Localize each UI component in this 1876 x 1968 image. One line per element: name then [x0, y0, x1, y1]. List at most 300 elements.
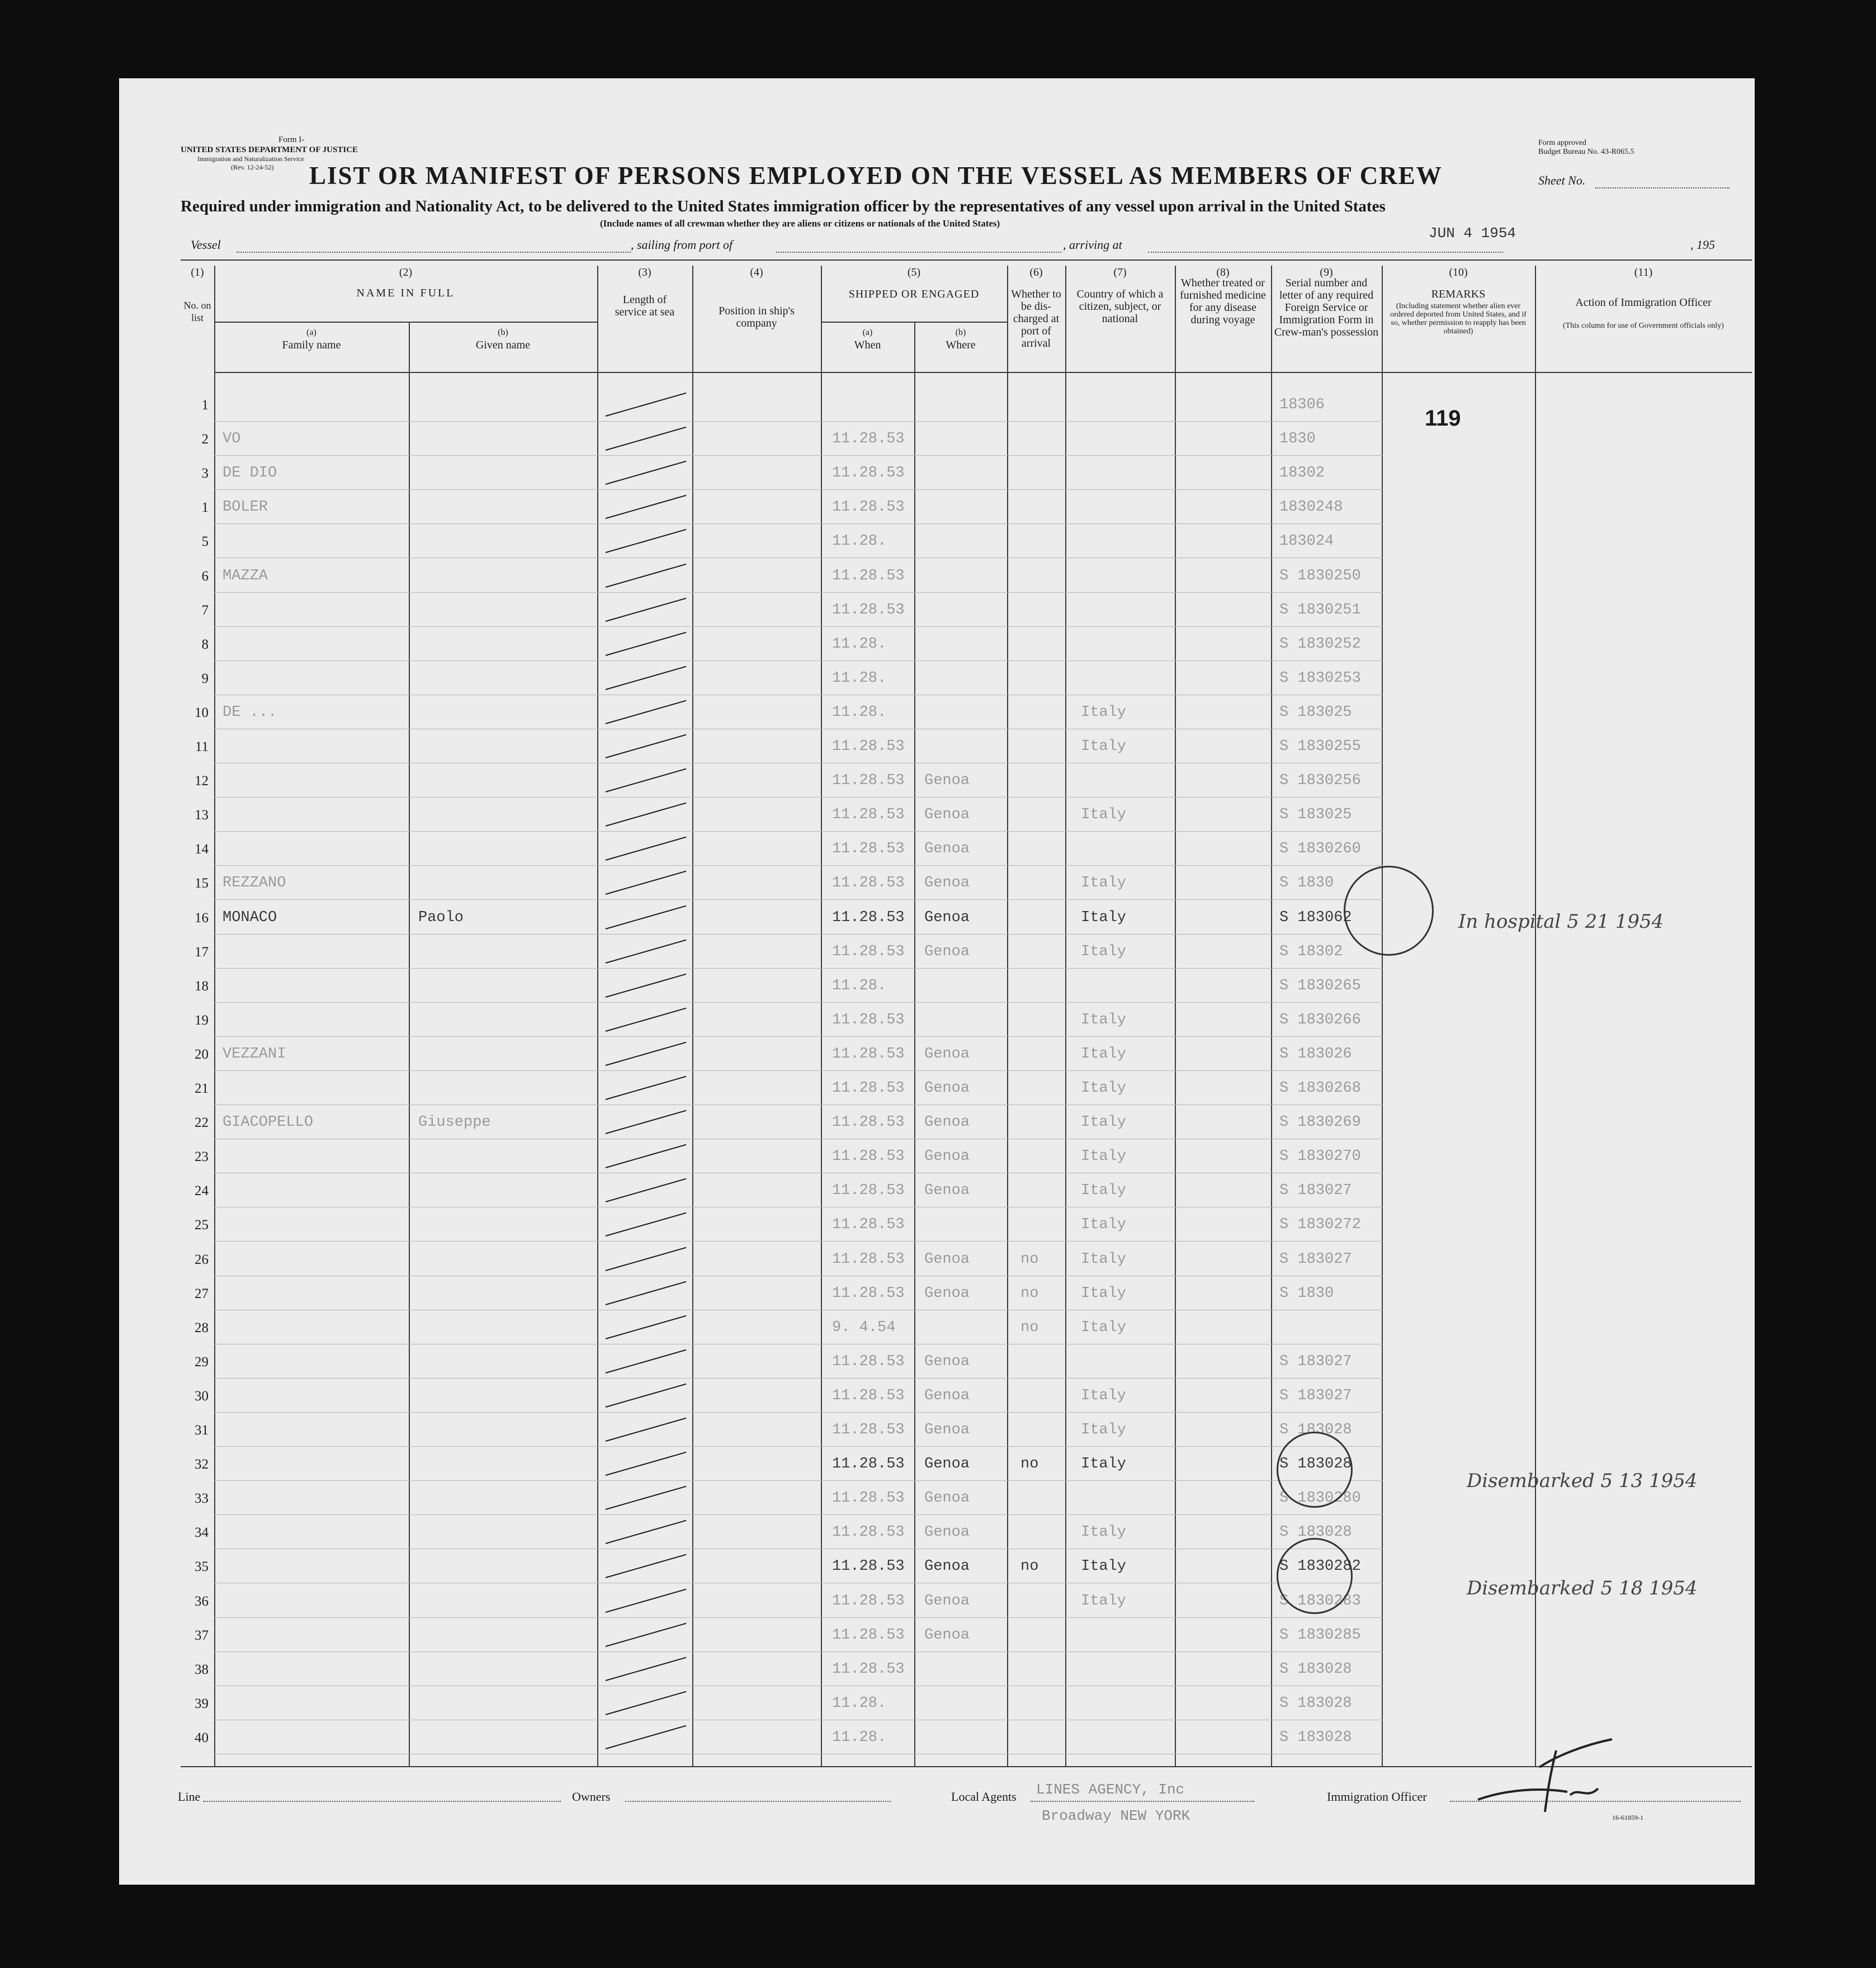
- service-tick-mark: [606, 631, 687, 655]
- cell-when: 11.28.53: [832, 806, 905, 824]
- agents-field: [1031, 1801, 1254, 1802]
- department-name: UNITED STATES DEPARTMENT OF JUSTICE: [181, 145, 358, 154]
- document-title: LIST OR MANIFEST OF PERSONS EMPLOYED ON THE VESSEL AS MEMBERS OF CREW: [309, 162, 1443, 190]
- row-number: 2: [201, 432, 209, 447]
- cell-country: Italy: [1081, 1592, 1127, 1610]
- col-head-when-a: (a): [862, 328, 873, 337]
- service-tick-mark: [606, 1384, 687, 1408]
- service-tick-mark: [606, 1007, 687, 1031]
- cell-when: 11.28.53: [832, 1114, 905, 1131]
- col-divider: [409, 322, 410, 1766]
- budget-bureau: Budget Bureau No. 43-R065.5: [1538, 148, 1634, 156]
- cell-serial: S 1830285: [1279, 1626, 1361, 1644]
- col-num-6: (6): [1029, 266, 1043, 279]
- row-number: 20: [195, 1046, 209, 1062]
- row-number: 18: [195, 978, 209, 994]
- col-num-2: (2): [399, 266, 413, 279]
- cell-country: Italy: [1081, 1148, 1127, 1165]
- cell-when: 11.28.53: [832, 943, 905, 960]
- row-rule: [214, 899, 1383, 900]
- service-tick-mark: [606, 905, 687, 929]
- cell-when: 11.28.53: [832, 1626, 905, 1644]
- print-code: 16-61859-1: [1612, 1814, 1643, 1821]
- cell-serial: S 1830256: [1279, 772, 1361, 790]
- cell-where: Genoa: [924, 1353, 970, 1370]
- service-tick-mark: [606, 1588, 687, 1612]
- cell-discharged: no: [1020, 1250, 1039, 1268]
- cell-where: Genoa: [924, 1422, 970, 1438]
- row-number: 31: [195, 1423, 209, 1438]
- cell-country: Italy: [1081, 1524, 1127, 1541]
- cell-country: Italy: [1081, 943, 1127, 960]
- cell-serial: S 183028: [1279, 1660, 1352, 1678]
- service-tick-mark: [606, 734, 687, 758]
- cell-when: 11.28.: [832, 635, 887, 653]
- cell-when: 11.28.53: [832, 601, 905, 619]
- row-rule: [214, 1002, 1383, 1003]
- cell-when: 11.28.53: [832, 465, 905, 482]
- port-stamp: [1277, 1432, 1353, 1508]
- row-number: 8: [201, 636, 209, 652]
- row-rule: [214, 489, 1383, 490]
- cell-where: Genoa: [924, 1250, 970, 1268]
- row-rule: [214, 934, 1383, 935]
- row-number: 12: [195, 773, 209, 789]
- service-tick-mark: [606, 768, 687, 792]
- cell-country: Italy: [1081, 704, 1127, 721]
- vessel-field: [237, 252, 631, 253]
- cell-country: Italy: [1081, 1011, 1127, 1028]
- sailing-field: [776, 252, 1061, 253]
- agent-address-stamp: Broadway NEW YORK: [1042, 1807, 1190, 1824]
- service-tick-mark: [606, 1418, 687, 1442]
- cell-when: 11.28.53: [832, 1045, 905, 1063]
- service-tick-mark: [606, 461, 687, 485]
- col-head-given-b: (b): [498, 328, 508, 337]
- row-number: 10: [195, 705, 209, 720]
- row-number: 28: [195, 1320, 209, 1335]
- officer-label: Immigration Officer: [1327, 1790, 1427, 1804]
- cell-country: Italy: [1081, 1114, 1127, 1131]
- form-approved: Form approved: [1538, 139, 1586, 147]
- cell-when: 11.28.53: [832, 1524, 905, 1541]
- service-tick-mark: [606, 393, 687, 417]
- cell-country: Italy: [1081, 738, 1127, 755]
- cell-serial: S 183027: [1279, 1387, 1352, 1404]
- cell-serial: S 1830272: [1279, 1216, 1361, 1234]
- row-number: 6: [201, 568, 209, 584]
- sheet-no-field: [1595, 187, 1729, 188]
- col-divider: [1065, 266, 1066, 1766]
- service-tick-mark: [606, 1042, 687, 1066]
- line-label: Line: [178, 1790, 201, 1804]
- cell-where: Genoa: [924, 1182, 970, 1200]
- table-top-rule: [181, 259, 1752, 261]
- col-head-discharged: Whether to be dis-charged at port of arrival: [1011, 288, 1061, 350]
- col-num-5: (5): [907, 266, 921, 279]
- cell-where: Genoa: [924, 1114, 970, 1131]
- col-divider: [821, 266, 822, 1766]
- cell-serial: S 183062: [1279, 909, 1352, 926]
- cell-serial: S 1830270: [1279, 1148, 1361, 1165]
- service-tick-mark: [606, 427, 687, 451]
- row-rule: [214, 660, 1383, 661]
- cell-country: Italy: [1081, 1422, 1127, 1438]
- required-statement: Required under immigration and Nationality Act, to be delivered to the United States immigration officer by the representatives of any vessel upon arrival in the United States: [181, 197, 1386, 215]
- col-head-serial: Serial number and letter of any required Foreign Service or Immigration Form in Crew-man's possession: [1274, 277, 1379, 338]
- col-num-4: (4): [750, 266, 763, 279]
- row-number: 13: [195, 808, 209, 823]
- row-rule: [214, 421, 1383, 422]
- col-head-family-a: (a): [306, 328, 316, 337]
- cell-where: Genoa: [924, 772, 970, 790]
- cell-given: Giuseppe: [418, 1114, 491, 1131]
- arriving-label: , arriving at: [1063, 238, 1122, 252]
- cell-country: Italy: [1081, 1182, 1127, 1200]
- row-number: 30: [195, 1388, 209, 1404]
- cell-serial: S 183028: [1279, 1524, 1352, 1541]
- cell-when: 9. 4.54: [832, 1319, 896, 1336]
- col-num-11: (11): [1634, 266, 1653, 279]
- cell-country: Italy: [1081, 1216, 1127, 1234]
- cell-when: 11.28.53: [832, 1558, 905, 1575]
- cell-where: Genoa: [924, 875, 970, 892]
- col-head-remarks: REMARKS: [1431, 288, 1486, 300]
- cell-family: DE DIO: [223, 465, 277, 482]
- service-name: Immigration and Naturalization Service: [197, 155, 304, 163]
- col-num-7: (7): [1113, 266, 1127, 279]
- cell-where: Genoa: [924, 1045, 970, 1063]
- cell-where: Genoa: [924, 1387, 970, 1404]
- service-tick-mark: [606, 939, 687, 963]
- row-number: 21: [195, 1081, 209, 1096]
- service-tick-mark: [606, 597, 687, 621]
- cell-family: REZZANO: [223, 875, 286, 892]
- cell-serial: S 1830255: [1279, 738, 1361, 755]
- service-tick-mark: [606, 495, 687, 519]
- cell-when: 11.28.53: [832, 738, 905, 755]
- cell-family: GIACOPELLO: [223, 1114, 314, 1131]
- cell-where: Genoa: [924, 1285, 970, 1302]
- row-rule: [214, 968, 1383, 969]
- service-tick-mark: [606, 1554, 687, 1578]
- row-rule: [214, 626, 1383, 627]
- cell-discharged: no: [1020, 1456, 1039, 1473]
- cell-when: 11.28.53: [832, 1285, 905, 1302]
- service-tick-mark: [606, 1725, 687, 1749]
- row-rule: [214, 865, 1383, 866]
- col-head-position: Position in ship's company: [719, 305, 795, 329]
- row-number: 38: [195, 1662, 209, 1677]
- cell-when: 11.28.53: [832, 1490, 905, 1507]
- cell-serial: S 1830283: [1279, 1592, 1361, 1610]
- manifest-sheet: [119, 78, 1755, 1885]
- service-tick-mark: [606, 1315, 687, 1339]
- service-tick-mark: [606, 803, 687, 827]
- cell-country: Italy: [1081, 806, 1127, 824]
- col-divider: [1175, 266, 1176, 1766]
- col-head-name: NAME IN FULL: [356, 287, 455, 299]
- owners-field: [625, 1801, 891, 1802]
- cell-serial: S 1830265: [1279, 977, 1361, 994]
- cell-when: 11.28.: [832, 669, 887, 687]
- col-head-country: Country of which a citizen, subject, or national: [1076, 288, 1164, 325]
- col-head-given: Given name: [475, 339, 531, 351]
- service-tick-mark: [606, 1110, 687, 1134]
- col-head-remarks-note: (Including statement whether alien ever ordered deported from United States, and if so, whether permission to reapply has been obtained): [1390, 302, 1527, 336]
- row-number: 33: [195, 1491, 209, 1507]
- cell-when: 11.28.53: [832, 1387, 905, 1404]
- date-stamp: JUN 4 1954: [1429, 225, 1516, 242]
- cell-when: 11.28.53: [832, 431, 905, 448]
- cell-serial: S 1830252: [1279, 635, 1361, 653]
- row-rule: [214, 1036, 1383, 1037]
- col-head-where: Where: [946, 339, 976, 351]
- cell-serial: 183024: [1279, 533, 1334, 550]
- cell-serial: S 183025: [1279, 704, 1352, 721]
- row-number: 16: [195, 910, 209, 926]
- row-number: 1: [201, 398, 209, 413]
- row-number: 17: [195, 944, 209, 960]
- cell-serial: S 183028: [1279, 1456, 1352, 1473]
- cell-serial: S 18302: [1279, 943, 1343, 960]
- cell-when: 11.28.53: [832, 1182, 905, 1200]
- cell-country: Italy: [1081, 1285, 1127, 1302]
- row-number: 7: [201, 602, 209, 618]
- service-tick-mark: [606, 1520, 687, 1544]
- cell-country: Italy: [1081, 1387, 1127, 1404]
- row-number: 5: [201, 534, 209, 550]
- cell-serial: S 1830268: [1279, 1080, 1361, 1097]
- cell-serial: S 183027: [1279, 1182, 1352, 1200]
- port-stamp: [1277, 1538, 1353, 1614]
- cell-country: Italy: [1081, 875, 1127, 892]
- row-number: 26: [195, 1252, 209, 1267]
- service-tick-mark: [606, 1144, 687, 1168]
- cell-when: 11.28.53: [832, 772, 905, 790]
- cell-where: Genoa: [924, 1592, 970, 1610]
- col-num-10: (10): [1449, 266, 1468, 279]
- cell-family: BOLER: [223, 499, 268, 516]
- row-number: 3: [201, 466, 209, 482]
- row-rule: [214, 1378, 1383, 1379]
- row-number: 29: [195, 1354, 209, 1370]
- service-tick-mark: [606, 837, 687, 861]
- col-head-family: Family name: [282, 339, 341, 351]
- service-tick-mark: [606, 1281, 687, 1305]
- cell-where: Genoa: [924, 1626, 970, 1644]
- cell-when: 11.28.53: [832, 1660, 905, 1678]
- cell-serial: 18302: [1279, 465, 1325, 482]
- cell-serial: S 1830282: [1279, 1558, 1361, 1575]
- form-number: Form I-: [278, 135, 305, 144]
- row-number: 11: [195, 739, 209, 754]
- service-tick-mark: [606, 529, 687, 553]
- row-number: 35: [195, 1559, 209, 1575]
- row-number: 15: [195, 876, 209, 891]
- cell-serial: S 1830: [1279, 1285, 1334, 1302]
- col-head-shipped: SHIPPED OR ENGAGED: [848, 288, 980, 300]
- row-rule: [214, 1480, 1383, 1481]
- cell-when: 11.28.: [832, 1695, 887, 1712]
- cell-where: Genoa: [924, 1558, 970, 1575]
- row-number: 24: [195, 1183, 209, 1199]
- service-tick-mark: [606, 1349, 687, 1373]
- cell-when: 11.28.53: [832, 1080, 905, 1097]
- row-number: 39: [195, 1696, 209, 1711]
- cell-discharged: no: [1020, 1285, 1039, 1302]
- row-number: 23: [195, 1149, 209, 1165]
- cell-serial: S 1830266: [1279, 1011, 1361, 1028]
- cell-family: VO: [223, 431, 241, 448]
- cell-when: 11.28.53: [832, 1250, 905, 1268]
- cell-when: 11.28.53: [832, 1422, 905, 1438]
- col-num-8: (8): [1216, 266, 1230, 279]
- sheet-number-stamp: 119: [1425, 406, 1461, 431]
- cell-where: Genoa: [924, 943, 970, 960]
- year-label: , 195: [1690, 238, 1715, 252]
- name-subhead-rule: [214, 322, 597, 323]
- service-tick-mark: [606, 1178, 687, 1202]
- cell-family: DE ...: [223, 704, 277, 721]
- cell-serial: 1830248: [1279, 499, 1343, 516]
- form-revision: (Rev. 12-24-52): [231, 163, 274, 171]
- cell-when: 11.28.53: [832, 1353, 905, 1370]
- row-number: 14: [195, 842, 209, 857]
- service-tick-mark: [606, 700, 687, 724]
- col-divider: [692, 266, 693, 1766]
- col-num-1: (1): [191, 266, 204, 279]
- cell-serial: S 1830269: [1279, 1114, 1361, 1131]
- cell-where: Genoa: [924, 1524, 970, 1541]
- cell-when: 11.28.: [832, 977, 887, 994]
- agents-label: Local Agents: [951, 1790, 1017, 1804]
- row-rule: [214, 1617, 1383, 1618]
- cell-country: Italy: [1081, 1456, 1127, 1473]
- cell-where: Genoa: [924, 1080, 970, 1097]
- col-divider: [1535, 266, 1536, 1766]
- row-number: 25: [195, 1217, 209, 1233]
- cell-when: 11.28.53: [832, 875, 905, 892]
- col-head-action: Action of Immigration Officer: [1575, 296, 1712, 309]
- header-bottom-rule: [214, 372, 1752, 373]
- cell-family: MAZZA: [223, 567, 268, 584]
- cell-serial: S 183028: [1279, 1422, 1352, 1438]
- row-rule: [214, 455, 1383, 456]
- row-number: 36: [195, 1593, 209, 1609]
- cell-serial: S 1830253: [1279, 669, 1361, 687]
- col-head-where-b: (b): [955, 328, 966, 337]
- row-rule: [214, 1070, 1383, 1071]
- arriving-field: [1148, 252, 1503, 253]
- cell-given: Paolo: [418, 909, 464, 926]
- cell-country: Italy: [1081, 1319, 1127, 1336]
- row-rule: [214, 1514, 1383, 1515]
- row-number: 34: [195, 1525, 209, 1541]
- cell-serial: S 1830280: [1279, 1490, 1361, 1507]
- row-number: 9: [201, 671, 209, 686]
- col-divider: [1382, 266, 1383, 1766]
- include-note: (Include names of all crewman whether they are aliens or citizens or nationals of the United States): [600, 218, 1000, 229]
- cell-serial: S 183025: [1279, 806, 1352, 824]
- cell-family: VEZZANI: [223, 1045, 286, 1063]
- col-divider: [1007, 266, 1008, 1766]
- row-number: 37: [195, 1627, 209, 1643]
- cell-serial: S 183028: [1279, 1729, 1352, 1746]
- cell-serial: S 183027: [1279, 1250, 1352, 1268]
- officer-signature: [1472, 1734, 1618, 1818]
- cell-country: Italy: [1081, 1080, 1127, 1097]
- service-tick-mark: [606, 1656, 687, 1681]
- service-tick-mark: [606, 1452, 687, 1476]
- remark-hospital: In hospital 5 21 1954: [1458, 910, 1664, 933]
- row-number: 32: [195, 1457, 209, 1473]
- service-tick-mark: [606, 1076, 687, 1100]
- sailing-label: , sailing from port of: [631, 238, 733, 252]
- col-head-no: No. on list: [183, 300, 211, 323]
- cell-country: Italy: [1081, 1558, 1127, 1575]
- col-divider: [914, 322, 915, 1766]
- service-tick-mark: [606, 666, 687, 690]
- cell-serial: S 1830: [1279, 875, 1334, 892]
- agent-name-stamp: LINES AGENCY, Inc: [1036, 1781, 1185, 1798]
- col-head-length: Length of service at sea: [615, 294, 675, 318]
- cell-serial: S 183026: [1279, 1045, 1352, 1063]
- col-head-treated: Whether treated or furnished medicine for any disease during voyage: [1180, 277, 1266, 326]
- cell-where: Genoa: [924, 1456, 970, 1473]
- row-rule: [214, 523, 1383, 524]
- port-stamp: [1344, 866, 1434, 956]
- vessel-label: Vessel: [191, 238, 221, 252]
- service-tick-mark: [606, 1486, 687, 1510]
- col-num-3: (3): [638, 266, 651, 279]
- row-rule: [214, 831, 1383, 832]
- row-number: 27: [195, 1286, 209, 1301]
- service-tick-mark: [606, 973, 687, 997]
- cell-serial: S 1830260: [1279, 841, 1361, 858]
- row-rule: [214, 1651, 1383, 1652]
- cell-where: Genoa: [924, 806, 970, 824]
- sheet-no-label: Sheet No.: [1538, 173, 1586, 187]
- cell-when: 11.28.: [832, 1729, 887, 1746]
- line-field: [203, 1801, 561, 1802]
- service-tick-mark: [606, 1622, 687, 1646]
- cell-where: Genoa: [924, 909, 970, 926]
- cell-country: Italy: [1081, 909, 1127, 926]
- cell-serial: S 183027: [1279, 1353, 1352, 1370]
- service-tick-mark: [606, 1212, 687, 1237]
- service-tick-mark: [606, 871, 687, 895]
- row-number: 19: [195, 1012, 209, 1028]
- service-tick-mark: [606, 563, 687, 587]
- col-num-9: (9): [1320, 266, 1333, 279]
- row-number: 22: [195, 1115, 209, 1131]
- cell-serial: S 183028: [1279, 1695, 1352, 1712]
- col-divider: [597, 266, 598, 1766]
- row-rule: [214, 1412, 1383, 1413]
- row-number: 1: [201, 500, 209, 516]
- cell-when: 11.28.: [832, 704, 887, 721]
- col-divider: [1271, 266, 1272, 1766]
- cell-when: 11.28.53: [832, 1148, 905, 1165]
- service-tick-mark: [606, 1247, 687, 1271]
- cell-where: Genoa: [924, 1148, 970, 1165]
- cell-when: 11.28.53: [832, 499, 905, 516]
- cell-country: Italy: [1081, 1250, 1127, 1268]
- cell-when: 11.28.53: [832, 1456, 905, 1473]
- cell-serial: S 1830250: [1279, 567, 1361, 584]
- cell-when: 11.28.53: [832, 1011, 905, 1028]
